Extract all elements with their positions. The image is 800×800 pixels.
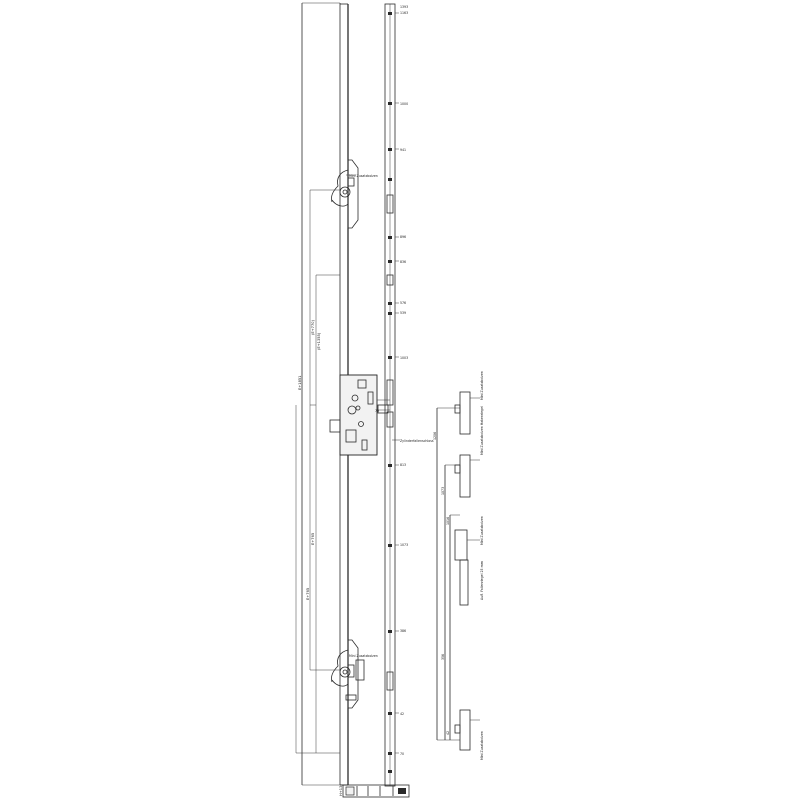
dim-top: 1393 — [400, 5, 409, 9]
upper-bolt-label: Mini Zusatzbolzen — [349, 174, 378, 178]
aux-mid2 — [455, 516, 484, 605]
lower-bolt-label: Mini Zusatzbolzen — [349, 654, 378, 658]
dim-d3: 941 — [400, 148, 407, 152]
dim-v1: E+1851 — [298, 375, 302, 390]
aux-mid-label: Mini Zusatzbolzen Hakenriegel — [480, 406, 484, 455]
dim-d6: 576 — [400, 301, 407, 305]
lower-bolt-assembly — [331, 640, 377, 708]
rail-tick-lines — [395, 13, 399, 753]
main-lock-body — [330, 375, 434, 455]
dim-d11: 386 — [400, 629, 407, 633]
aux-low-label: Aufl. Fallenriegel 25 mm — [480, 561, 484, 600]
dim-d13b: 70 — [400, 752, 405, 756]
dim-d4: 896 — [400, 235, 407, 239]
rail-dim-labels — [395, 5, 408, 756]
dim-v2: (E+770) — [311, 320, 315, 335]
aux-mid2-label: Mini Zusatzbolzen — [480, 516, 484, 545]
aux-bottom — [455, 710, 484, 760]
dim-d12: 42 — [400, 712, 405, 716]
main-lock-label: Zylinderfallenschloss — [400, 439, 434, 443]
dim-v5: E+765 — [306, 587, 310, 600]
dim-d2: 1000 — [400, 102, 409, 106]
bottom-section — [343, 785, 409, 797]
right-rail — [385, 4, 395, 786]
inner-dimension-lines — [296, 190, 340, 753]
upper-bolt-assembly — [331, 160, 377, 228]
dim-d5: 836 — [400, 260, 407, 264]
aux-dim-r2: 1073 — [441, 486, 445, 495]
dim-v3: (E+1355) — [317, 332, 321, 350]
dim-v4: E+765 — [311, 532, 315, 545]
aux-dim-r4: 356 — [441, 653, 445, 660]
aux-dim-r3: 1016 — [446, 516, 450, 525]
dim-v6: H+13 — [339, 785, 343, 796]
dim-d8: 1003 — [400, 356, 409, 360]
aux-bottom-label: Mini Zusatzbolzen — [480, 731, 484, 760]
aux-dim-r1: 1206 — [433, 431, 437, 440]
main-lock-dim: 70 — [375, 409, 380, 413]
dim-d1: 1163 — [400, 11, 409, 15]
aux-dims — [433, 432, 450, 735]
dim-d10: 1073 — [400, 543, 409, 547]
aux-mid — [455, 406, 484, 497]
right-aux-frame — [437, 408, 460, 740]
aux-top-label: Mini Zusatzbolzen — [480, 371, 484, 400]
vertical-dim-labels — [298, 319, 343, 796]
aux-dim-r5: 42 — [446, 730, 450, 735]
dim-d7: 539 — [400, 311, 407, 315]
dim-d9: 813 — [400, 463, 407, 467]
